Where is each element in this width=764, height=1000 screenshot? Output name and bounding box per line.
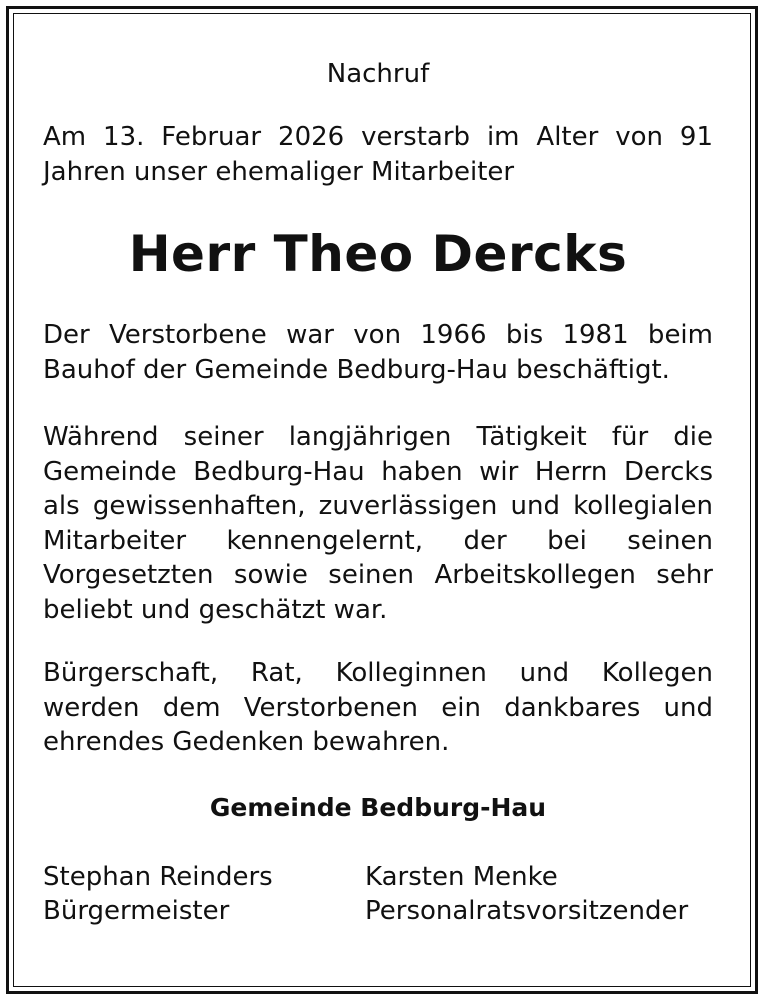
organization-name: Gemeinde Bedburg-Hau: [209, 793, 547, 822]
signatory-name: Karsten Menke: [365, 862, 558, 892]
signatory-title: Personalratsvorsitzender: [365, 896, 689, 926]
tenure-paragraph: Der Verstorbene war von 1966 bis 1981 beim Bauhof der Gemeinde Bedburg-Hau beschäftigt.: [43, 320, 713, 385]
closing-paragraph: Bürgerschaft, Rat, Kolleginnen und Kollegen werden dem Verstorbenen ein dankbares und ehrendes Gedenken bewahren.: [43, 658, 713, 757]
deceased-name: Herr Theo Dercks: [128, 225, 628, 283]
notice-heading: Nachruf: [326, 59, 430, 89]
career-paragraph: Während seiner langjährigen Tätigkeit für die Gemeinde Bedburg-Hau haben wir Herrn Dercks als gewissenhaften, zuverlässigen und kollegialen Mitarbeiter kennengelernt, der bei seinen Vorgesetzten sowie seinen Arbeitskollegen sehr beliebt und geschätzt war.: [43, 422, 713, 625]
signatory-name: Stephan Reinders: [43, 862, 273, 892]
signatory-left: [43, 860, 273, 928]
signatory-title: Bürgermeister: [43, 896, 230, 926]
intro-paragraph: Am 13. Februar 2026 verstarb im Alter von 91 Jahren unser ehemaliger Mitarbeiter: [43, 122, 713, 187]
signatory-right: [365, 860, 688, 928]
